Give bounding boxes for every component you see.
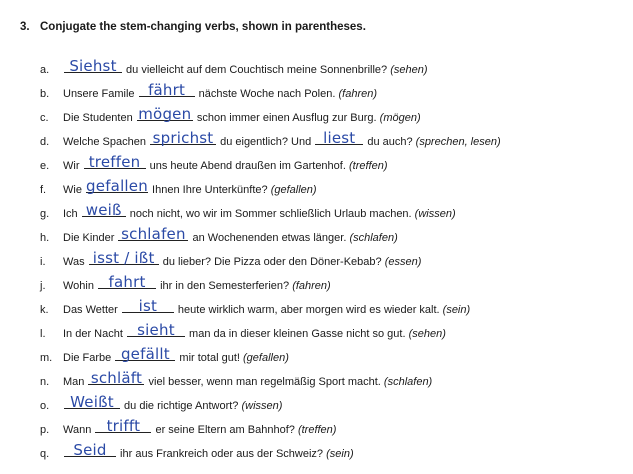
sentence-start: Wie (63, 184, 85, 196)
exercise-heading (20, 21, 366, 33)
item-letter: g. (40, 208, 50, 220)
sentence-start: Das Wetter (63, 304, 121, 316)
handwritten-answer: weiß (85, 201, 122, 219)
item-letter: n. (40, 376, 50, 388)
exercise-item (40, 394, 630, 418)
verb-hint: (treffen) (297, 424, 337, 436)
item-letter: j. (40, 280, 46, 292)
item-letter: p. (40, 424, 50, 436)
verb-hint: (schlafen) (349, 232, 398, 244)
sentence-middle: du eigentlich? Und (217, 136, 315, 148)
exercise-list (40, 58, 630, 466)
handwritten-answer: gefallen (86, 177, 148, 195)
item-sentence (63, 274, 331, 298)
item-letter: l. (40, 328, 46, 340)
verb-hint: (gefallen) (270, 184, 317, 196)
item-letter: a. (40, 64, 50, 76)
item-letter: h. (40, 232, 50, 244)
item-sentence (63, 322, 446, 346)
handwritten-answer: fährt (148, 81, 186, 99)
sentence-start: In der Nacht (63, 328, 126, 340)
item-sentence (63, 298, 470, 322)
verb-hint: (wissen) (241, 400, 283, 412)
sentence-end: man da in dieser kleinen Gasse nicht so gut. (185, 328, 406, 340)
item-sentence (63, 418, 336, 442)
exercise-item (40, 178, 630, 202)
sentence-start: Die Kinder (63, 232, 118, 244)
item-sentence (63, 346, 289, 370)
sentence-end: du lieber? Die Pizza oder den Döner-Kebab? (159, 256, 382, 268)
answer-blank[interactable] (88, 369, 144, 387)
sentence-start: Ich (63, 208, 81, 220)
answer-blank[interactable] (86, 177, 148, 195)
verb-hint: (sprechen, lesen) (415, 136, 501, 148)
handwritten-answer: schläft (90, 369, 143, 387)
verb-hint: (sehen) (408, 328, 446, 340)
handwritten-answer: gefällt (120, 345, 170, 363)
exercise-item (40, 130, 630, 154)
sentence-start: Welche Spachen (63, 136, 150, 148)
handwritten-answer: schlafen (121, 225, 186, 243)
handwritten-answer: liest (323, 129, 356, 147)
answer-blank[interactable] (64, 441, 116, 459)
sentence-start: Was (63, 256, 88, 268)
handwritten-answer: Seid (73, 441, 107, 459)
sentence-start: Man (63, 376, 88, 388)
sentence-end: mir total gut! (176, 352, 240, 364)
exercise-item (40, 250, 630, 274)
item-sentence (63, 178, 317, 202)
exercise-item (40, 154, 630, 178)
handwritten-answer: treffen (88, 153, 141, 171)
sentence-start: Die Farbe (63, 352, 115, 364)
item-letter: e. (40, 160, 50, 172)
verb-hint: (sein) (442, 304, 471, 316)
item-letter: k. (40, 304, 49, 316)
sentence-start: Unsere Famile (63, 88, 138, 100)
item-letter: o. (40, 400, 50, 412)
exercise-number: 3. (20, 21, 30, 33)
answer-blank[interactable] (64, 393, 120, 411)
exercise-item (40, 346, 630, 370)
item-sentence (63, 202, 456, 226)
verb-hint: (wissen) (414, 208, 456, 220)
answer-blank[interactable] (139, 81, 195, 99)
answer-blank[interactable] (150, 129, 216, 147)
item-sentence (63, 106, 421, 130)
item-letter: q. (40, 448, 50, 460)
exercise-instruction: Conjugate the stem-changing verbs, shown in parentheses. (40, 21, 366, 33)
handwritten-answer: Weißt (70, 393, 114, 411)
answer-blank[interactable] (315, 129, 363, 147)
item-letter: d. (40, 136, 50, 148)
item-sentence (63, 250, 421, 274)
verb-hint: (mögen) (379, 112, 421, 124)
handwritten-answer: Siehst (69, 57, 117, 75)
handwritten-answer: sieht (137, 321, 175, 339)
answer-blank[interactable] (115, 345, 175, 363)
answer-blank[interactable] (98, 273, 156, 291)
handwritten-answer: trifft (106, 417, 141, 435)
exercise-item (40, 58, 630, 82)
answer-blank[interactable] (64, 57, 122, 75)
sentence-end: du auch? (364, 136, 413, 148)
verb-hint: (sein) (326, 448, 354, 460)
item-sentence (63, 370, 432, 394)
sentence-end: heute wirklich warm, aber morgen wird es wieder kalt. (174, 304, 440, 316)
answer-blank[interactable] (82, 201, 126, 219)
handwritten-answer: mögen (138, 105, 192, 123)
handwritten-answer: isst / ißt (92, 249, 155, 267)
item-sentence (63, 130, 501, 154)
sentence-start: Wann (63, 424, 95, 436)
item-sentence (63, 226, 398, 250)
exercise-item (40, 274, 630, 298)
item-letter: i. (40, 256, 46, 268)
item-letter: c. (40, 112, 49, 124)
sentence-end: nächste Woche nach Polen. (195, 88, 336, 100)
exercise-item (40, 370, 630, 394)
item-sentence (63, 58, 428, 82)
answer-blank[interactable] (118, 225, 188, 243)
item-letter: b. (40, 88, 50, 100)
exercise-item (40, 226, 630, 250)
answer-blank[interactable] (122, 297, 174, 315)
exercise-item (40, 442, 630, 466)
item-sentence (63, 394, 282, 418)
sentence-end: du vielleicht auf dem Couchtisch meine Sonnenbrille? (123, 64, 388, 76)
sentence-end: an Wochenenden etwas länger. (189, 232, 347, 244)
exercise-item (40, 322, 630, 346)
sentence-end: Ihnen Ihre Unterkünfte? (149, 184, 268, 196)
sentence-end: er seine Eltern am Bahnhof? (152, 424, 295, 436)
sentence-end: ihr aus Frankreich oder aus der Schweiz? (117, 448, 324, 460)
item-sentence (63, 154, 387, 178)
exercise-item (40, 418, 630, 442)
sentence-end: noch nicht, wo wir im Sommer schließlich Urlaub machen. (126, 208, 412, 220)
verb-hint: (sehen) (390, 64, 428, 76)
handwritten-answer: ist (138, 297, 158, 315)
sentence-start: Die Studenten (63, 112, 136, 124)
handwritten-answer: sprichst (152, 129, 214, 147)
verb-hint: (essen) (384, 256, 422, 268)
sentence-end: schon immer einen Ausflug zur Burg. (193, 112, 377, 124)
item-sentence (63, 442, 354, 466)
item-sentence (63, 82, 377, 106)
exercise-item (40, 82, 630, 106)
verb-hint: (treffen) (348, 160, 388, 172)
sentence-end: du die richtige Antwort? (121, 400, 239, 412)
verb-hint: (schlafen) (383, 376, 433, 388)
handwritten-answer: fahrt (108, 273, 146, 291)
sentence-end: uns heute Abend draußen im Gartenhof. (146, 160, 346, 172)
item-letter: m. (40, 352, 53, 364)
answer-blank[interactable] (127, 321, 185, 339)
answer-blank[interactable] (84, 153, 146, 171)
answer-blank[interactable] (95, 417, 151, 435)
sentence-start: Wohin (63, 280, 98, 292)
exercise-item (40, 106, 630, 130)
sentence-end: viel besser, wenn man regelmäßig Sport macht. (145, 376, 381, 388)
sentence-end: ihr in den Semesterferien? (157, 280, 290, 292)
verb-hint: (fahren) (338, 88, 378, 100)
sentence-start: Wir (63, 160, 83, 172)
answer-blank[interactable] (137, 105, 193, 123)
exercise-item (40, 202, 630, 226)
item-letter: f. (40, 184, 47, 196)
exercise-item (40, 298, 630, 322)
verb-hint: (gefallen) (243, 352, 289, 364)
answer-blank[interactable] (89, 249, 159, 267)
verb-hint: (fahren) (292, 280, 331, 292)
